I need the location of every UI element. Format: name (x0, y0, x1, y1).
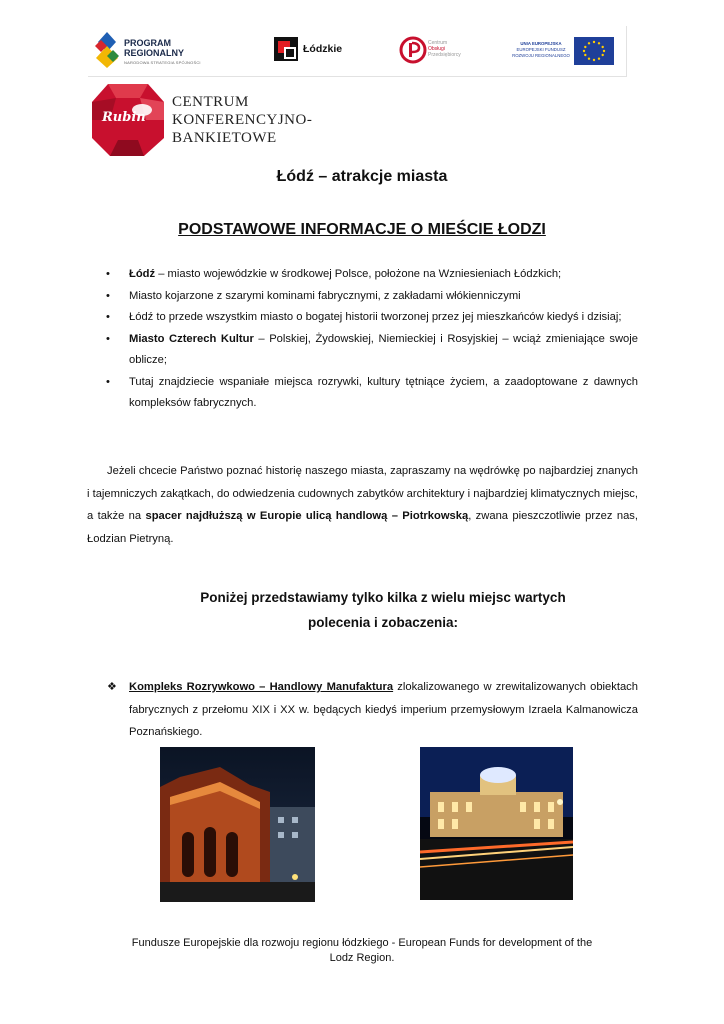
diamond-bullet-icon: ❖ (107, 681, 118, 693)
centrum-obslugi-logo (399, 36, 459, 66)
fact-bold: Łódź (129, 268, 156, 280)
facts-list (103, 264, 638, 415)
places-heading-line1: Poniżej przedstawiamy tylko kilka z wielu miejsc wartych (200, 590, 566, 605)
fact-text: Łódź to przede wszystkim miasto o bogatej historii tworzonej przez jej mieszkańców kiedyś i dzisiaj; (129, 311, 622, 323)
eu-line2: EUROPEJSKI FUNDUSZ (516, 47, 566, 52)
fact-text: – miasto wojewódzkie w środkowej Polsce, położone na Wzniesieniach Łódzkich; (155, 268, 562, 280)
list-item (103, 372, 638, 415)
bullet-icon: • (106, 289, 110, 302)
eu-logo (510, 36, 620, 66)
places-heading (0, 585, 724, 635)
place-item (103, 676, 638, 744)
list-item (103, 307, 638, 329)
fact-text: Miasto kojarzone z szarymi kominami fabrycznymi, z zakładami włókienniczymi (129, 289, 521, 302)
section-subtitle: PODSTAWOWE INFORMACJE O MIEŚCIE ŁODZI (178, 221, 546, 238)
fact-text: – Polskiej, Żydowskiej, Niemieckiej i Rosyjskiej – wciąż zmieniające swoje oblicze; (129, 332, 638, 366)
list-item (103, 286, 638, 308)
paragraph-text-end: , zwana pieszczotliwie przez nas, Łodzian Pietryną. (87, 510, 638, 545)
places-heading-line2: polecenia i zobaczenia: (307, 615, 459, 630)
footer-line1: Fundusze Europejskie dla rozwoju regionu łódzkiego - European Funds for development of the (131, 937, 593, 949)
lodzkie-logo (274, 37, 354, 65)
eu-flag-icon (574, 37, 614, 65)
centrum-konferencyjno-logo-text (172, 93, 312, 147)
rubin-script-text: Rubin (102, 110, 146, 125)
palace-photo (420, 747, 573, 900)
centrum-line1: CENTRUM (172, 94, 249, 110)
bullet-icon: • (106, 375, 110, 388)
bullet-icon: • (106, 268, 110, 280)
program-regionalny-logo (94, 30, 204, 70)
cop-line3: Przedsiębiorcy (428, 52, 461, 58)
cop-line2: Obsługi (428, 46, 445, 52)
list-item (103, 329, 638, 372)
page-footer (60, 936, 664, 966)
paragraph-text: Jeżeli chcecie Państwo poznać historię naszego miasta, zapraszamy na wędrówkę po najbardziej znanych i tajemniczych zakątkach, do odwiedzenia cudownych zabytków architektury i najbardziej klimatycznych miejsc, a także na (87, 465, 638, 522)
bullet-icon: • (106, 311, 110, 323)
program-line2: REGIONALNY (124, 48, 185, 58)
cop-emblem-icon (399, 36, 427, 64)
fact-text: Tutaj znajdziecie wspaniałe miejsca rozrywki, kultury tętniące życiem, a zaadoptowane z dawnych kompleksów fabrycznych. (129, 375, 638, 409)
centrum-line3: BANKIETOWE (172, 130, 277, 146)
program-sub: NARODOWA STRATEGIA SPÓJNOŚCI (124, 60, 201, 65)
eu-line1: UNIA EUROPEJSKA (520, 41, 562, 46)
place-description: zlokalizowanego w zrewitalizowanych obiektach fabrycznych z przełomu XIX i XX w. będących kiedyś imperium przemysłowym Izraela Kalmanowicza Poznańskiego. (129, 681, 638, 738)
list-item (103, 264, 638, 286)
manufaktura-photo (160, 747, 315, 902)
program-regionalny-emblem-icon (94, 32, 120, 68)
place-name: Kompleks Rozrywkowo – Handlowy Manufaktura (129, 681, 394, 693)
rubin-logo (88, 80, 168, 160)
program-line1: PROGRAM (124, 38, 171, 48)
fact-bold: Miasto Czterech Kultur (129, 332, 254, 345)
page-title: Łódź – atrakcje miasta (276, 168, 448, 185)
bullet-icon: • (106, 332, 110, 345)
footer-line2: Lodz Region. (329, 952, 395, 964)
lodzkie-emblem-icon (274, 37, 298, 61)
paragraph-bold: spacer najdłuższą w Europie ulicą handlową – Piotrkowską (145, 510, 469, 522)
eu-line3: ROZWOJU REGIONALNEGO (512, 53, 570, 58)
cop-line1: Centrum (428, 40, 448, 46)
lodzkie-label: Łódzkie (303, 43, 343, 55)
centrum-line2: KONFERENCYJNO- (172, 112, 313, 128)
intro-paragraph (87, 460, 638, 550)
